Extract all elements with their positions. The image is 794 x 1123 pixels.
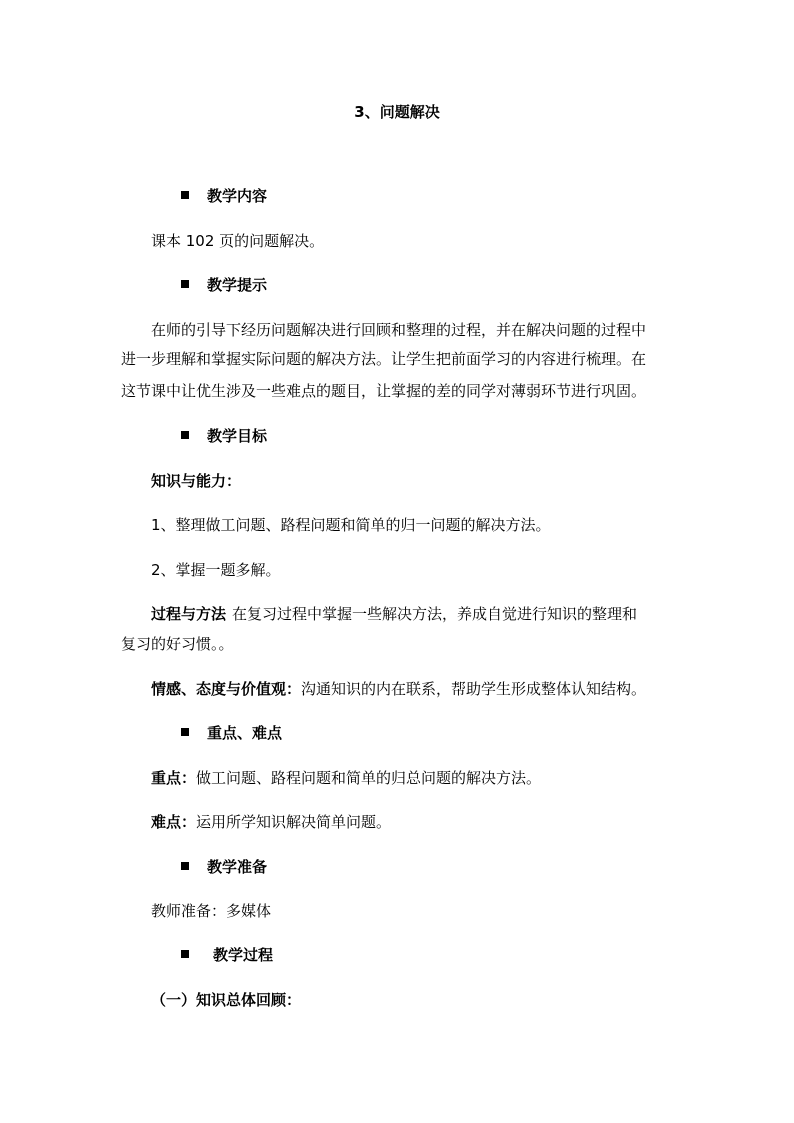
content-text: 课本 102 页的问题解决。 xyxy=(151,232,325,250)
heading-text: 教学内容 xyxy=(207,187,268,205)
knowledge-label: 知识与能力： xyxy=(151,472,242,490)
hint-line-2: 进一步理解和掌握实际问题的解决方法。让学生把前面学习的内容进行梳理。在 xyxy=(121,350,647,368)
square-bullet-icon xyxy=(181,862,189,870)
section-heading-content xyxy=(181,185,267,207)
square-bullet-icon xyxy=(181,950,189,958)
hint-line-3: 这节课中让优生涉及一些难点的题目，让掌握的差的同学对薄弱环节进行巩固。 xyxy=(121,382,647,400)
square-bullet-icon xyxy=(181,431,189,439)
section-heading-goals xyxy=(181,425,267,447)
difficult-label: 难点： xyxy=(151,813,197,831)
process-text: 在复习过程中掌握一些解决方法，养成自觉进行知识的整理和 xyxy=(232,605,638,623)
heading-text: 重点、难点 xyxy=(207,724,283,742)
square-bullet-icon xyxy=(181,728,189,736)
heading-text: 教学准备 xyxy=(207,858,268,876)
process-label: 过程与方法 xyxy=(151,605,227,623)
key-label: 重点： xyxy=(151,769,197,787)
difficult-point-line xyxy=(151,811,391,833)
heading-text: 教学过程 xyxy=(213,946,274,964)
page-title: 3、问题解决 xyxy=(354,103,440,121)
emotion-text: 沟通知识的内在联系，帮助学生形成整体认知结构。 xyxy=(301,680,647,698)
goal-item-2: 2、掌握一题多解。 xyxy=(151,561,281,579)
heading-text: 教学目标 xyxy=(207,427,268,445)
process-line-2: 复习的好习惯。。 xyxy=(121,635,234,653)
prep-text: 教师准备：多媒体 xyxy=(151,902,272,920)
section-heading-hint xyxy=(181,274,267,296)
section-heading-prep xyxy=(181,856,267,878)
emotion-label: 情感、态度与价值观： xyxy=(151,680,302,698)
section-heading-process xyxy=(181,944,273,966)
process-line-1 xyxy=(151,603,637,625)
key-text: 做工问题、路程问题和简单的归总问题的解决方法。 xyxy=(196,769,542,787)
difficult-text: 运用所学知识解决简单问题。 xyxy=(196,813,392,831)
square-bullet-icon xyxy=(181,191,189,199)
heading-text: 教学提示 xyxy=(207,276,268,294)
process-subheading-1: （一）知识总体回顾： xyxy=(151,991,302,1009)
section-heading-keypoints xyxy=(181,722,282,744)
square-bullet-icon xyxy=(181,280,189,288)
key-point-line xyxy=(151,767,541,789)
goal-item-1: 1、整理做工问题、路程问题和简单的归一问题的解决方法。 xyxy=(151,516,551,534)
emotion-line xyxy=(151,678,646,700)
hint-line-1: 在师的引导下经历问题解决进行回顾和整理的过程，并在解决问题的过程中 xyxy=(151,321,647,339)
